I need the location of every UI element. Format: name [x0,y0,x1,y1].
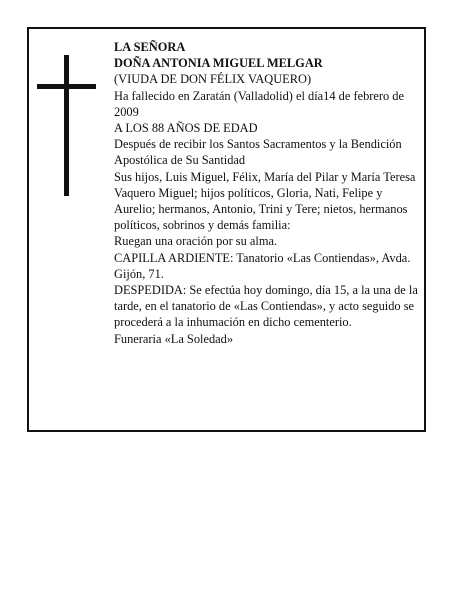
funeral-home: Funeraria «La Soledad» [114,331,234,346]
farewell-line: DESPEDIDA: Se efectúa hoy domingo, día 15, a la una de la tarde, en el tanatorio de «Las Contiendas», y acto seguido se procederá a la inhumación en dicho cementerio. [114,283,418,330]
widow-of-line: (VIUDA DE DON FÉLIX VAQUERO) [114,72,312,87]
cross-icon-bar [37,84,96,89]
family-line: Sus hijos, Luis Miguel, Félix, María del Pilar y María Teresa Vaquero Miguel; hijos políticos, Gloria, Nati, Felipe y Aurelio; hermanos, Antonio, Trini y Tere; nietos, hermanos políticos, sobrinos y demás familia: [114,169,416,233]
obituary-text [114,39,420,347]
deceased-name: DOÑA ANTONIA MIGUEL MELGAR [114,56,323,71]
chapel-line: CAPILLA ARDIENTE: Tanatorio «Las Contiendas», Avda. Gijón, 71. [114,250,411,281]
notice-title: LA SEÑORA [114,40,186,54]
cross-icon [64,55,69,196]
prayer-line: Ruegan una oración por su alma. [114,234,278,249]
sacraments-line: Después de recibir los Santos Sacramentos y la Bendición Apostólica de Su Santidad [114,137,402,168]
age-line: A LOS 88 AÑOS DE EDAD [114,121,258,136]
death-line: Ha fallecido en Zaratán (Valladolid) el día14 de febrero de 2009 [114,88,405,119]
